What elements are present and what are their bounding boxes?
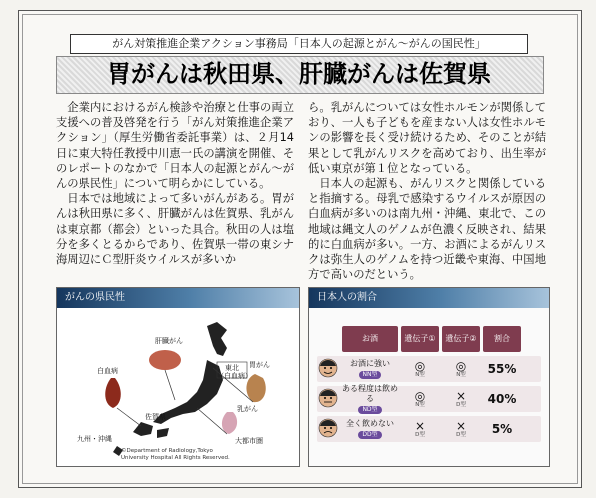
mark-sub: D型 bbox=[415, 431, 425, 438]
label-breast-cancer: 乳がん bbox=[237, 405, 258, 413]
body-column-right bbox=[308, 100, 546, 282]
header-gene-1: 遺伝子① bbox=[401, 326, 439, 352]
mark: ◎ bbox=[414, 388, 426, 403]
mark-sub: N型 bbox=[415, 401, 425, 408]
label-saga: 佐賀県 bbox=[145, 413, 166, 421]
face-icon bbox=[317, 356, 339, 382]
figure-alcohol-gene-ratio bbox=[308, 287, 550, 467]
paragraph: 企業内におけるがん検診や治療と仕事の両立支援への普及啓発を行う「がん対策推進企業アクション」（厚生労働省委託事業）は、２月14日に東大特任教授中川恵一氏の講演を開催、そのレポートのなかで「日本人の起源とがん〜がんの県民性」について明らかにしている。 bbox=[56, 101, 294, 191]
mark-sub: N型 bbox=[415, 371, 425, 378]
mark-sub: D型 bbox=[456, 431, 466, 438]
mark-sub: N型 bbox=[456, 371, 466, 378]
gene-1-mark bbox=[401, 420, 439, 439]
mark: × bbox=[455, 418, 467, 433]
row-label bbox=[342, 419, 398, 439]
gene-ratio-table bbox=[317, 326, 541, 446]
figure-credit bbox=[121, 448, 230, 462]
label-kyushu-okinawa: 九州・沖縄 bbox=[77, 435, 112, 443]
label-stomach-cancer: 胃がん bbox=[249, 361, 270, 369]
mark-sub: D型 bbox=[456, 401, 466, 408]
table-header bbox=[317, 326, 541, 352]
row-label-text: 全く飲めない bbox=[346, 419, 394, 428]
article-kicker: がん対策推進企業アクション事務局「日本人の起源とがん〜がんの国民性」 bbox=[70, 34, 528, 54]
header-gene-2: 遺伝子② bbox=[442, 326, 480, 352]
label-tohoku-leukemia: （白血病） bbox=[217, 372, 252, 380]
article-headline: 胃がんは秋田県、肝臓がんは佐賀県 bbox=[107, 59, 491, 88]
credit-line: University Hospital All Rights Reserved. bbox=[121, 455, 230, 461]
mark: ◎ bbox=[414, 358, 426, 373]
header-alcohol: お酒 bbox=[342, 326, 398, 352]
mark: × bbox=[414, 418, 426, 433]
japan-map bbox=[57, 308, 299, 466]
paragraph: 日本人の起源も、がんリスクと関係していると指摘する。母乳で感染するウイルスが原因の白血病が多いのは南九州・沖縄、東北で、この地域は縄文人のゲノムが色濃く反映され、結果的に白血病が多い。一方、お酒によるがんリスクは弥生人のゲノムを持つ近畿や東海、中国地方で高いのだという。 bbox=[308, 177, 546, 282]
row-label-text: ある程度は飲める bbox=[342, 384, 398, 403]
gene-type-tag: NN型 bbox=[359, 371, 382, 379]
face-icon bbox=[317, 386, 339, 412]
label-leukemia: 白血病 bbox=[97, 367, 118, 375]
gene-2-mark bbox=[442, 360, 480, 379]
gene-2-mark bbox=[442, 420, 480, 439]
figure-title: 日本人の割合 bbox=[309, 288, 549, 308]
paragraph: 日本では地域によって多いがんがある。胃がんは秋田県に多く、肝臓がんは佐賀県、乳がんは東京都（都会）といった具合。秋田の人は塩分を多くとるからであり、佐賀県一帯の東シナ海周辺にＣ型肝炎ウイルスが多いか bbox=[56, 192, 294, 267]
ratio-value: 5% bbox=[491, 422, 513, 436]
body-column-left bbox=[56, 100, 294, 267]
gene-type-tag: DD型 bbox=[358, 431, 381, 439]
label-metro-area: 大都市圏 bbox=[235, 437, 263, 445]
paragraph: ら。乳がんについては女性ホルモンが関係しており、一人も子どもを産まない人は女性ホルモンの影響を長く受け続けるため、そのことが結果として乳がんリスクを高めており、出生率が低い東京が第１位となっている。 bbox=[308, 101, 546, 175]
ratio-value: 55% bbox=[487, 362, 517, 376]
row-label bbox=[342, 359, 398, 379]
row-label bbox=[342, 384, 398, 414]
mark: ◎ bbox=[455, 358, 467, 373]
gene-1-mark bbox=[401, 360, 439, 379]
label-tohoku: 東北 bbox=[225, 364, 239, 372]
credit-line: ©Department of Radiology,Tokyo bbox=[121, 448, 213, 454]
label-liver-cancer: 肝臓がん bbox=[155, 337, 183, 345]
figure-title: がんの県民性 bbox=[57, 288, 299, 308]
table-row bbox=[317, 416, 541, 442]
gene-1-mark bbox=[401, 390, 439, 409]
table-row bbox=[317, 386, 541, 412]
header-ratio: 割合 bbox=[483, 326, 521, 352]
row-label-text: お酒に強い bbox=[350, 359, 390, 368]
mark: × bbox=[455, 388, 467, 403]
ratio-value: 40% bbox=[487, 392, 517, 406]
table-row bbox=[317, 356, 541, 382]
gene-2-mark bbox=[442, 390, 480, 409]
face-icon bbox=[317, 416, 339, 442]
gene-type-tag: ND型 bbox=[358, 406, 381, 414]
figure-cancer-by-prefecture bbox=[56, 287, 300, 467]
